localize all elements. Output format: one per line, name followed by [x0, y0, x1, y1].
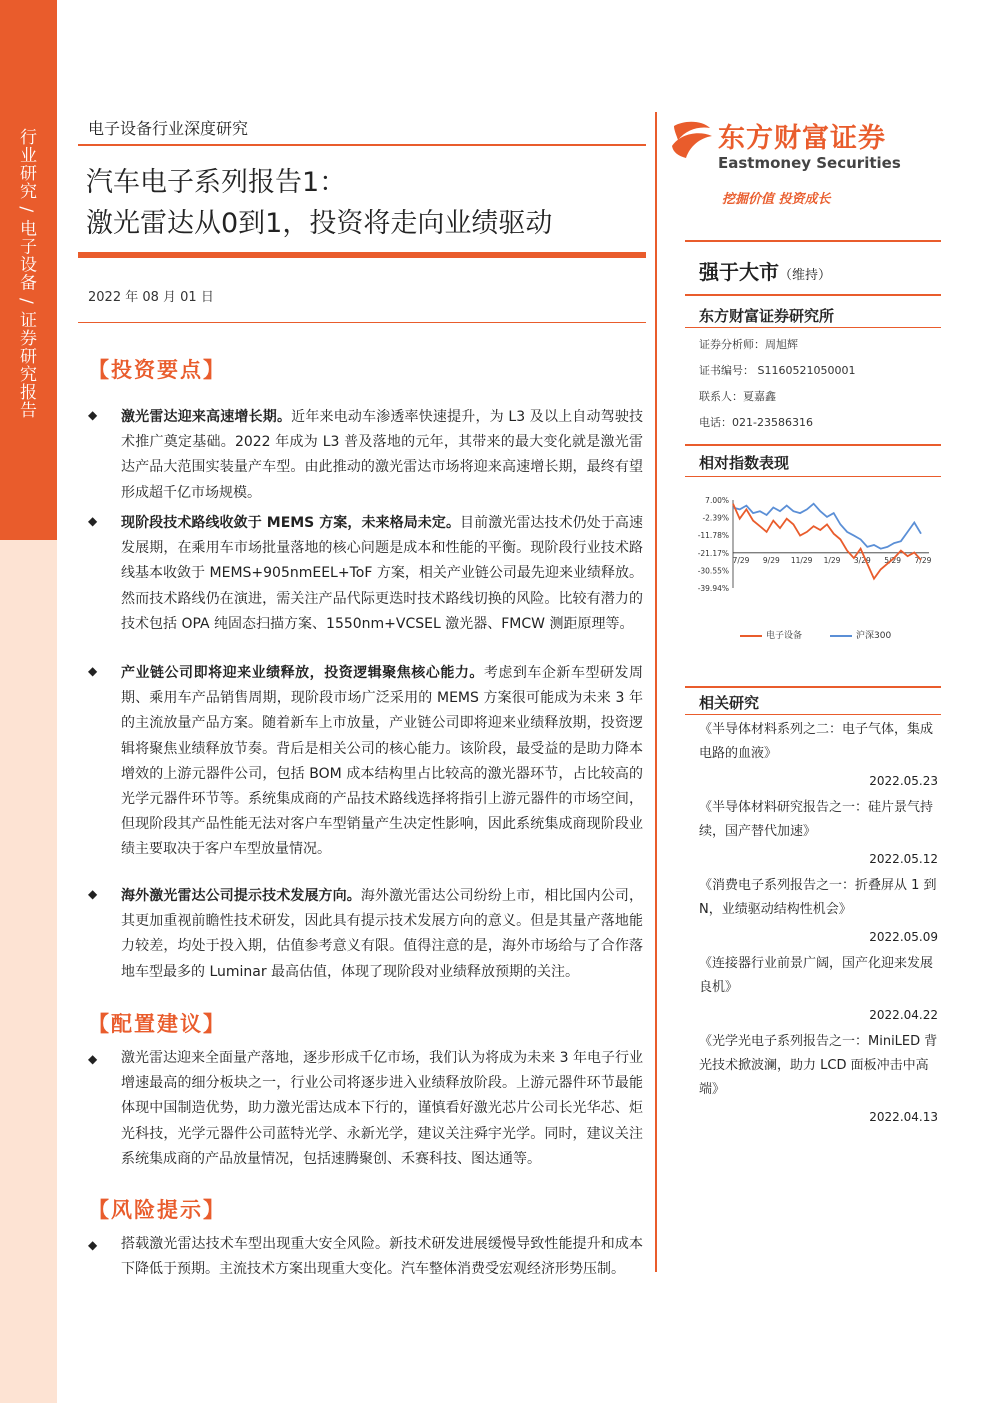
- section-heading-config: 【配置建议】: [88, 1011, 226, 1036]
- legend-swatch-index: [830, 635, 852, 637]
- chart-title: 相对指数表现: [699, 454, 790, 472]
- bullet-icon: ◆: [88, 887, 98, 901]
- rating-top-divider: [685, 240, 941, 242]
- related-report-date: 2022.04.22: [869, 1008, 938, 1022]
- bullet-icon: ◆: [88, 664, 98, 678]
- contact-line: 联系人：夏嘉鑫: [699, 390, 776, 403]
- legend-label-index: 沪深300: [856, 631, 892, 641]
- point-paragraph: [121, 405, 643, 506]
- report-title-line1: 汽车电子系列报告1：: [86, 167, 347, 198]
- legend-label-sector: 电子设备: [766, 631, 803, 641]
- y-tick-label: -21.17%: [697, 548, 729, 558]
- related-report-date: 2022.04.13: [869, 1110, 938, 1124]
- y-tick-label: -2.39%: [702, 513, 729, 523]
- related-report-title[interactable]: 《连接器行业前景广阔，国产化迎来发展良机》: [699, 956, 934, 995]
- chart-title-divider: [685, 476, 941, 477]
- related-divider: [685, 714, 941, 715]
- phone-line: 电话：021-23586316: [699, 416, 813, 429]
- series-line-sector: [733, 504, 921, 579]
- institute-name: 东方财富证券研究所: [699, 307, 835, 325]
- point-text: 海外激光雷达公司纷纷上市，相比国内公司，其更加重视前瞻性技术研发，因此具有提示技术发展方向的意义。但是其量产落地能力较差，均处于投入期，估值参考意义有限。值得注意的是，海外市场给与了合作落地车型最多的 Luminar 最高估值，体现了现阶段对业绩释放预期的关注。: [121, 888, 644, 980]
- title-divider: [78, 252, 646, 258]
- related-report-date: 2022.05.09: [869, 930, 938, 944]
- report-date: 2022 年 08 月 01 日: [88, 290, 214, 305]
- point-paragraph: [121, 661, 643, 863]
- point-paragraph: [121, 884, 643, 985]
- company-logo-icon: [668, 116, 714, 164]
- point-text: 目前激光雷达技术仍处于高速发展期，在乘用车市场批量落地的核心问题是成本和性能的平衡。现阶段行业技术路线基本收敛于 MEMS+905nmEEL+ToF 方案，相关产业链公司最先迎来业绩释放。然而技术路线仍在演进，需关注产品代际更迭时技术路线切换的风险。比较有潜力的技术包括 OPA 纯固态扫描方案、1550nm+VCSEL 激光器、FMCW 测距原理等。: [121, 515, 643, 632]
- point-lead: 海外激光雷达公司提示技术发展方向。: [121, 888, 361, 904]
- section-heading-points: 【投资要点】: [88, 357, 226, 382]
- bullet-icon: ◆: [88, 514, 98, 528]
- analyst-line: 证券分析师：周旭辉: [699, 338, 798, 351]
- x-tick-label: 1/29: [823, 555, 841, 565]
- x-tick-label: 3/29: [853, 555, 871, 565]
- related-report-title[interactable]: 《消费电子系列报告之一：折叠屏从 1 到 N，业绩驱动结构性机会》: [699, 878, 937, 917]
- certificate-line: 证书编号： S1160521050001: [699, 364, 856, 377]
- config-paragraph: 激光雷达迎来全面量产落地，逐步形成千亿市场，我们认为将成为未来 3 年电子行业增速最高的细分板块之一，行业公司将逐步进入业绩释放阶段。上游元器件环节最能体现中国制造优势，助力激光雷达成本下行的，谨慎看好激光芯片公司长光华芯、炬光科技，光学元器件公司蓝特光学、永新光学，建议关注舜宇光学。同时，建议关注系统集成商的产品放量情况，包括速腾聚创、禾赛科技、图达通等。: [121, 1050, 643, 1167]
- related-report-title[interactable]: 《半导体材料系列之二：电子气体，集成电路的血液》: [699, 722, 934, 761]
- side-category-tag: 行业研究 / 电子设备 / 证券研究报告: [16, 128, 36, 420]
- x-tick-label: 11/29: [790, 555, 813, 565]
- bullet-icon: ◆: [88, 1238, 98, 1252]
- related-report-date: 2022.05.12: [869, 852, 938, 866]
- legend-item-sector: [740, 628, 802, 641]
- point-text: 考虑到车企新车型研发周期、乘用车产品销售周期，现阶段市场广泛采用的 MEMS 方案很可能成为未来 3 年的主流放量产品方案。随着新车上市放量，产业链公司即将迎来业绩释放期，投资逻辑将聚焦业绩释放节奏。背后是相关公司的核心能力。该阶段，最受益的是助力降本增效的上游元器件公司，包括 BOM 成本结构里占比较高的激光器环节，占比较高的光学元器件环节等。系统集成商的产品技术路线选择将指引上游元器件的市场空间，但现阶段其产品性能无法对客户车型销量产生决定性影响，因此系统集成商现阶段业绩主要取决于客户车型放量情况。: [121, 665, 644, 858]
- institute-divider: [685, 327, 941, 328]
- relative-index-chart: [685, 490, 941, 620]
- y-tick-label: -11.78%: [697, 531, 729, 541]
- point-text: 近年来电动车渗透率快速提升，为 L3 及以上自动驾驶技术推广奠定基础。2022 年成为 L3 普及落地的元年，其带来的最大变化就是激光雷达产品大范围实装量产车型。由此推动的激光雷达市场将迎来高速增长期，最终有望形成超千亿市场规模。: [121, 409, 644, 501]
- company-logo-name: 东方财富证券: [718, 123, 886, 154]
- rating-bottom-divider: [685, 294, 941, 296]
- company-slogan: 挖掘价值 投资成长: [722, 192, 831, 207]
- x-tick-label: 9/29: [762, 555, 780, 565]
- header-divider: [78, 144, 646, 146]
- point-paragraph: [121, 511, 643, 637]
- x-tick-label: 7/29: [914, 555, 932, 565]
- related-report-title[interactable]: 《光学光电子系列报告之一：MiniLED 背光技术掀波澜，助力 LCD 面板冲击中高端》: [699, 1034, 938, 1097]
- related-report-date: 2022.05.23: [869, 774, 938, 788]
- chart-top-divider: [685, 444, 941, 446]
- y-tick-label: -39.94%: [697, 584, 729, 593]
- risk-paragraph: 搭载激光雷达技术车型出现重大安全风险。新技术研发进展缓慢导致性能提升和成本下降低于预期。主流技术方案出现重大变化。汽车整体消费受宏观经济形势压制。: [121, 1236, 643, 1278]
- rating-value: 强于大市: [699, 260, 779, 284]
- legend-swatch-sector: [740, 635, 762, 637]
- bullet-icon: ◆: [88, 1052, 98, 1066]
- bullet-icon: ◆: [88, 408, 98, 422]
- rating-note: （维持）: [779, 268, 832, 283]
- x-tick-label: 5/29: [884, 555, 902, 565]
- y-tick-label: -30.55%: [697, 566, 729, 576]
- report-title-line2: 激光雷达从0到1，投资将走向业绩驱动: [86, 208, 553, 239]
- point-lead: 产业链公司即将迎来业绩释放，投资逻辑聚焦核心能力。: [121, 665, 484, 681]
- column-divider: [655, 112, 657, 1272]
- y-tick-label: 7.00%: [705, 496, 729, 505]
- report-category-label: 电子设备行业深度研究: [88, 119, 249, 138]
- legend-item-index: [830, 628, 891, 641]
- point-lead: 现阶段技术路线收敛于 MEMS 方案，未来格局未定。: [121, 515, 461, 531]
- x-tick-label: 7/29: [732, 555, 750, 565]
- company-logo-english: Eastmoney Securities: [718, 154, 901, 172]
- related-report-title[interactable]: 《半导体材料研究报告之一：硅片景气持续，国产替代加速》: [699, 800, 934, 839]
- point-lead: 激光雷达迎来高速增长期。: [121, 409, 292, 425]
- rating-label: [699, 256, 831, 285]
- related-title: 相关研究: [699, 694, 760, 712]
- date-divider: [78, 322, 646, 323]
- related-top-divider: [685, 686, 941, 688]
- section-heading-risk: 【风险提示】: [88, 1197, 226, 1222]
